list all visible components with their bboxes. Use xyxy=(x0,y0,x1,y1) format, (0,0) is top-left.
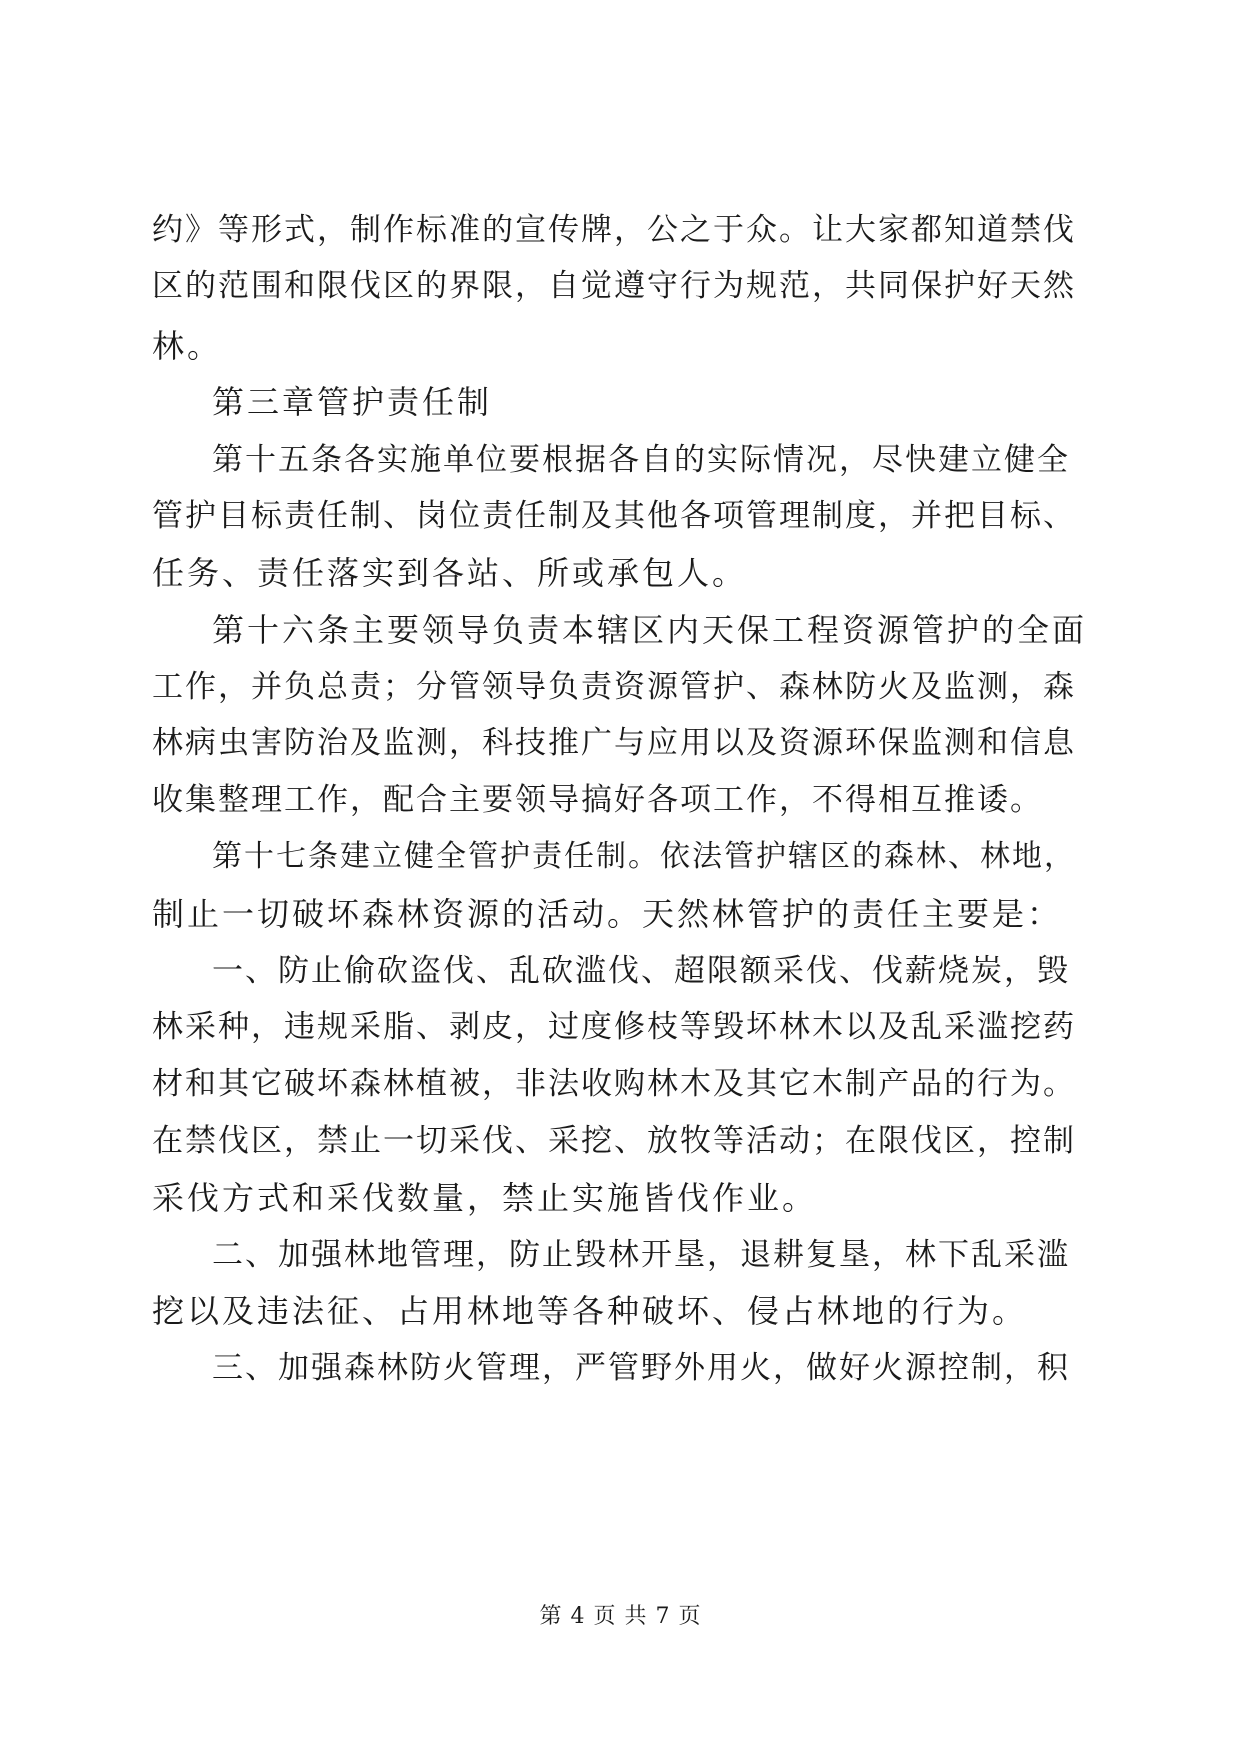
text-line-1: 约》等形式，制作标准的宣传牌，公之于众。让大家都知道禁伐 xyxy=(152,212,1076,248)
text-line-6: 管护目标责任制、岗位责任制及其他各项管理制度，并把目标、 xyxy=(152,498,1076,534)
text-line-15: 林采种，违规采脂、剥皮，过度修枝等毁坏林木以及乱采滥挖药 xyxy=(152,1009,1076,1045)
text-line-11: 收集整理工作，配合主要领导搞好各项工作，不得相互推诿。 xyxy=(152,782,1043,818)
text-line-17: 在禁伐区，禁止一切采伐、采挖、放牧等活动；在限伐区，控制 xyxy=(152,1123,1076,1159)
text-line-13: 制止一切破坏森林资源的活动。天然林管护的责任主要是： xyxy=(152,895,1063,933)
text-line-2: 区的范围和限伐区的界限，自觉遵守行为规范，共同保护好天然 xyxy=(152,268,1076,304)
text-line-20: 挖以及违法征、占用林地等各种破坏、侵占林地的行为。 xyxy=(152,1292,1028,1330)
text-line-21: 三、加强森林防火管理，严管野外用火，做好火源控制，积 xyxy=(212,1350,1070,1386)
text-line-14: 一、防止偷砍盗伐、乱砍滥伐、超限额采伐、伐薪烧炭，毁 xyxy=(212,953,1070,989)
text-line-19: 二、加强林地管理，防止毁林开垦，退耕复垦，林下乱采滥 xyxy=(212,1237,1070,1273)
text-line-18: 采伐方式和采伐数量，禁止实施皆伐作业。 xyxy=(152,1179,818,1217)
text-line-9: 工作，并负总责；分管领导负责资源管护、森林防火及监测，森 xyxy=(152,669,1076,705)
text-line-16: 材和其它破坏森林植被，非法收购林木及其它木制产品的行为。 xyxy=(152,1066,1076,1102)
text-line-12: 第十七条建立健全管护责任制。依法管护辖区的森林、林地， xyxy=(212,839,1076,874)
text-line-5: 第十五条各实施单位要根据各自的实际情况，尽快建立健全 xyxy=(212,442,1070,478)
page-number-footer: 第 4 页 共 7 页 xyxy=(539,1604,702,1629)
text-line-8: 第十六条主要领导负责本辖区内天保工程资源管护的全面 xyxy=(212,611,1088,649)
text-line-7: 任务、责任落实到各站、所或承包人。 xyxy=(152,554,748,592)
text-line-3: 林。 xyxy=(152,327,223,365)
chapter-heading: 第三章管护责任制 xyxy=(212,383,493,421)
text-line-10: 林病虫害防治及监测，科技推广与应用以及资源环保监测和信息 xyxy=(152,725,1076,761)
